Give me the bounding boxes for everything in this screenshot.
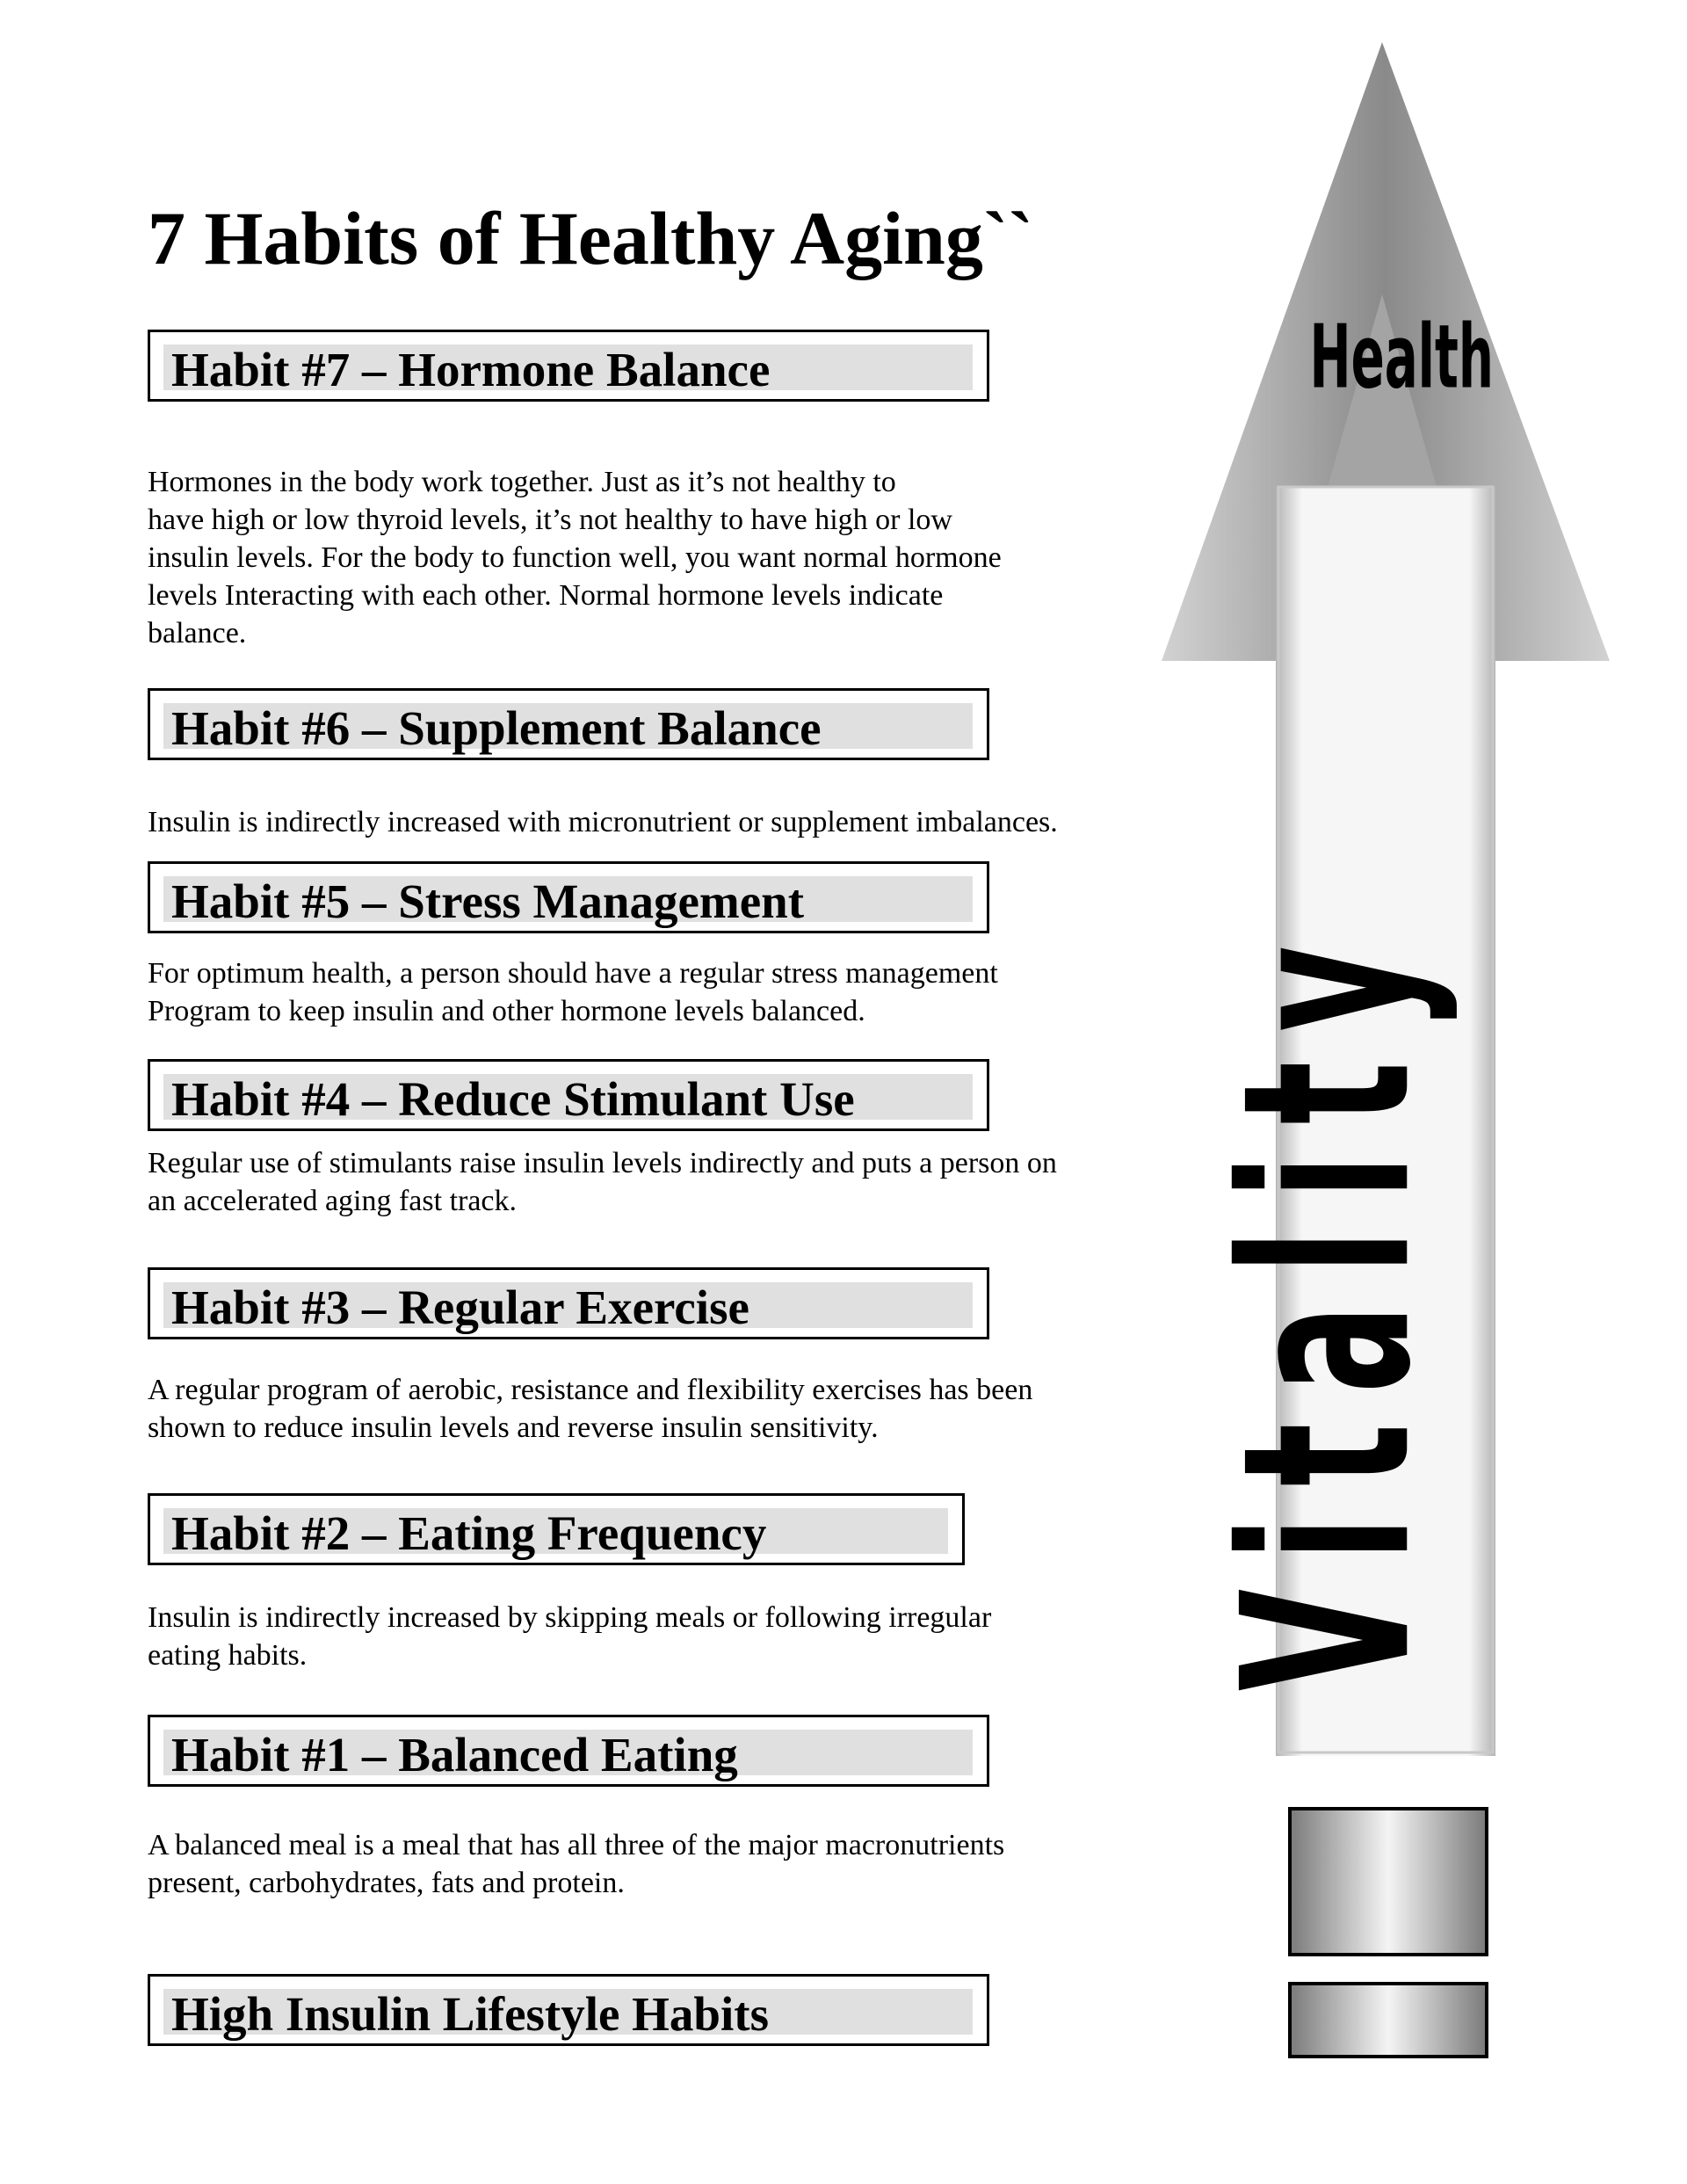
habit-4-title: Habit #4 – Reduce Stimulant Use	[171, 1072, 855, 1126]
habit-3-description: A regular program of aerobic, resistance and flexibility exercises has been shown to reduce insulin levels and reverse insulin sensitivity.	[148, 1374, 1033, 1444]
habit-5-title: Habit #5 – Stress Management	[171, 874, 805, 928]
habit-2-title: Habit #2 – Eating Frequency	[171, 1506, 767, 1560]
page-title: 7 Habits of Healthy Aging``	[148, 196, 1034, 280]
bar-block-large	[1290, 1809, 1487, 1955]
bar-block-small	[1290, 1984, 1487, 2057]
high-insulin-habits-title: High Insulin Lifestyle Habits	[171, 1987, 770, 2041]
vitality-label: Vitality	[1194, 915, 1463, 1692]
habit-6-description: Insulin is indirectly increased with micronutrient or supplement imbalances.	[148, 806, 1058, 838]
habit-2-description: Insulin is indirectly increased by skipping meals or following irregular eating habits.	[148, 1601, 992, 1672]
habit-4-description: Regular use of stimulants raise insulin levels indirectly and puts a person on an accelerated aging fast track.	[148, 1147, 1057, 1217]
habit-6-title: Habit #6 – Supplement Balance	[171, 701, 822, 755]
habit-7-description: Hormones in the body work together. Just as it’s not healthy to have high or low thyroid levels, it’s not healthy to have high or low insulin levels. For the body to function well, you want normal hormone levels Interacting with each other. Normal hormone levels indicate balance.	[148, 466, 1002, 649]
habit-1-title: Habit #1 – Balanced Eating	[171, 1728, 738, 1781]
habit-3-title: Habit #3 – Regular Exercise	[171, 1281, 749, 1334]
health-label: Health	[1309, 304, 1494, 409]
habit-7-title: Habit #7 – Hormone Balance	[171, 343, 771, 396]
habit-5-description: For optimum health, a person should have a regular stress management Program to keep insulin and other hormone levels balanced.	[148, 957, 998, 1027]
habit-1-description: A balanced meal is a meal that has all three of the major macronutrients present, carbohydrates, fats and protein.	[148, 1829, 1005, 1899]
